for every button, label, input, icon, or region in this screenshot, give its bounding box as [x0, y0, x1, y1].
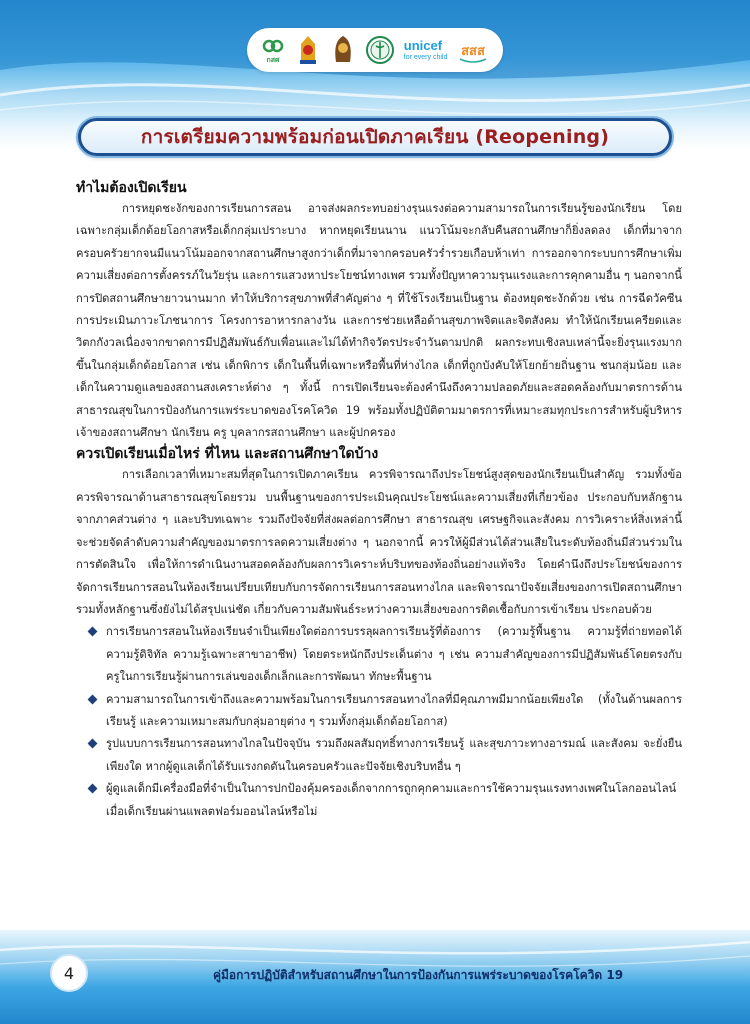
diamond-bullet-icon: [88, 694, 98, 704]
moe-emblem: [295, 34, 321, 66]
thaihealth-logo: [456, 35, 490, 65]
list-item: ผู้ดูแลเด็กมีเครื่องมือที่จำเป็นในการปกป้องคุ้มครองเด็กจากการถูกคุกคามและการใช้ความรุนแรงทางเพศในโลกออนไลน์ เมื่อเด็กเรียนผ่านแพลตฟอร์มออนไลน์หรือไม่: [106, 778, 682, 823]
list-item: ความสามารถในการเข้าถึงและความพร้อมในการเรียนการสอนทางไกลที่มีคุณภาพมีมากน้อยเพียงใด (ทั้งในด้านผลการเรียนรู้ และความเหมาะสมกับกลุ่มอายุต่าง ๆ รวมทั้งกลุ่มเด็กด้อยโอกาส): [106, 689, 682, 734]
footer-band: [0, 930, 750, 1024]
diamond-bullet-icon: [88, 627, 98, 637]
list-item: รูปแบบการเรียนการสอนทางไกลในปัจจุบัน รวมถึงผลสัมฤทธิ์ทางการเรียนรู้ และสุขภาวะทางอารมณ์ และสังคม จะยั่งยืนเพียงใด หากผู้ดูแลเด็กได้รับแรงกดดันในครอบครัวและปัจจัยเชิงบริบทอื่น ๆ: [106, 733, 682, 778]
section-heading-why-reopen: ทำไมต้องเปิดเรียน: [76, 180, 187, 196]
considerations-list: [76, 621, 682, 823]
document-body: [76, 178, 682, 823]
obec-emblem: [330, 34, 356, 66]
page-title: การเตรียมความพร้อมก่อนเปิดภาคเรียน (Reopening): [140, 126, 610, 148]
diamond-bullet-icon: [88, 784, 98, 794]
list-item: การเรียนการสอนในห้องเรียนจำเป็นเพียงใดต่อการบรรลุผลการเรียนรู้ที่ต้องการ (ความรู้พื้นฐาน ความรู้ที่ถ่ายทอดได้ ความรู้ดิจิทัล ความรู้เฉพาะสาขาอาชีพ) โดยตระหนักถึงประเด็นต่าง ๆ เช่น ความสำคัญของการมีปฏิสัมพันธ์โดยตรงกับครูในการเรียนรู้ผ่านการเล่นของเด็กเล็กและการพัฒนา ทักษะพื้นฐาน: [106, 621, 682, 688]
section-paragraph-when-where: การเลือกเวลาที่เหมาะสมที่สุดในการเปิดภาคเรียน ควรพิจารณาถึงประโยชน์สูงสุดของนักเรียนเป็นสำคัญ รวมทั้งข้อควรพิจารณาด้านสาธารณสุขโดยรวม บนพื้นฐานของการประเมินคุณประโยชน์และความเสี่ยงที่เกี่ยวข้อง ประกอบกับหลักฐานจากภาคส่วนต่าง ๆ และบริบทเฉพาะ รวมถึงปัจจัยที่ส่งผลต่อการศึกษา สาธารณสุข เศรษฐกิจและสังคม การวิเคราะห์สิ่งเหล่านี้จะช่วยจัดลำดับความสำคัญของมาตรการลดความเสี่ยงต่าง ๆ นอกจากนี้ ควรให้ผู้มีส่วนได้ส่วนเสียในระดับท้องถิ่นมีส่วนร่วมในการตัดสินใจ เพื่อให้การดำเนินงานสอดคล้องกับผลการวิเคราะห์บริบทของท้องถิ่นอย่างแท้จริง โดยคำนึงถึงประโยชน์ของการจัดการเรียนการสอนในห้องเรียนเปรียบเทียบกับการจัดการเรียนการสอนทางไกล และพิจารณาปัจจัยเสี่ยงของการเปิดสถานศึกษา รวมทั้งหลักฐานซึ่งยังไม่ได้สรุปแน่ชัด เกี่ยวกับความสัมพันธ์ระหว่างความเสี่ยงของการติดเชื้อกับการเข้าเรียน ประกอบด้วย: [76, 468, 682, 616]
moph-emblem: [365, 35, 395, 65]
diamond-bullet-icon: [88, 739, 98, 749]
kor-sor-sor-logo: [260, 35, 286, 65]
unicef-logo: unicef for every child: [403, 38, 448, 61]
svg-text:สสส: สสส: [461, 44, 486, 59]
footer-title: คู่มือการปฏิบัติสำหรับสถานศึกษาในการป้องกันการแพร่ระบาดของโรคโควิด 19: [212, 968, 624, 982]
svg-text:กสศ: กสศ: [266, 56, 280, 64]
partner-logo-bar: [247, 28, 503, 72]
section-paragraph-why-reopen: การหยุดชะงักของการเรียนการสอน อาจส่งผลกระทบอย่างรุนแรงต่อความสามารถในการเรียนรู้ของนักเรียน โดยเฉพาะกลุ่มเด็กด้อยโอกาสหรือเด็กกลุ่มเปราะบาง หากหยุดเรียนนาน แนวโน้มจะกลับคืนสถานศึกษาก็ยิ่งลดลง เด็กที่มาจากครอบครัวยากจนมีแนวโน้มออกจากสถานศึกษาสูงกว่าเด็กที่มาจากครอบครัวร่ำรวยเกือบห้าเท่า การออกจากระบบการศึกษาเพิ่มความเสี่ยงต่อการตั้งครรภ์ในวัยรุ่น และการแสวงหาประโยชน์ทางเพศ รวมทั้งปัญหาความรุนแรงและการคุกคามอื่น ๆ นอกจากนี้ การปิดสถานศึกษายาวนานมาก ทำให้บริการสุขภาพที่สำคัญต่าง ๆ ที่ใช้โรงเรียนเป็นฐาน ต้องหยุดชะงักด้วย เช่น การฉีดวัคซีน การประเมินภาวะโภชนาการ โครงการอาหารกลางวัน และการช่วยเหลือด้านสุขภาพจิตและจิตสังคม ทำให้นักเรียนเครียดและวิตกกังวลเนื่องจากขาดการมีปฏิสัมพันธ์กับเพื่อนและไม่ได้ทำกิจวัตรประจำวันตามปกติ ผลกระทบเชิงลบเหล่านี้จะยิ่งรุนแรงมากขึ้นในกลุ่มเด็กด้อยโอกาส เช่น เด็กพิการ เด็กในพื้นที่เฉพาะหรือพื้นที่ห่างไกล เด็กที่ถูกบังคับให้โยกย้ายถิ่นฐาน ชนกลุ่มน้อย และเด็กในความดูแลของสถานสงเคราะห์ต่าง ๆ ทั้งนี้ การเปิดเรียนจะต้องคำนึงถึงความปลอดภัยและสอดคล้องกับมาตรการด้านสาธารณสุขในการป้องกันการแพร่ระบาดของโรคโควิด 19 พร้อมทั้งปฏิบัติตามมาตรการที่เหมาะสมทุกประการสำหรับผู้บริหาร เจ้าของสถานศึกษา นักเรียน ครู บุคลากรสถานศึกษา และผู้ปกครอง: [76, 202, 682, 440]
section-heading-when-where: ควรเปิดเรียนเมื่อไหร่ ที่ไหน และสถานศึกษาใดบ้าง: [76, 446, 379, 463]
page-title-banner: [78, 118, 672, 156]
page-number: 4: [50, 954, 88, 992]
